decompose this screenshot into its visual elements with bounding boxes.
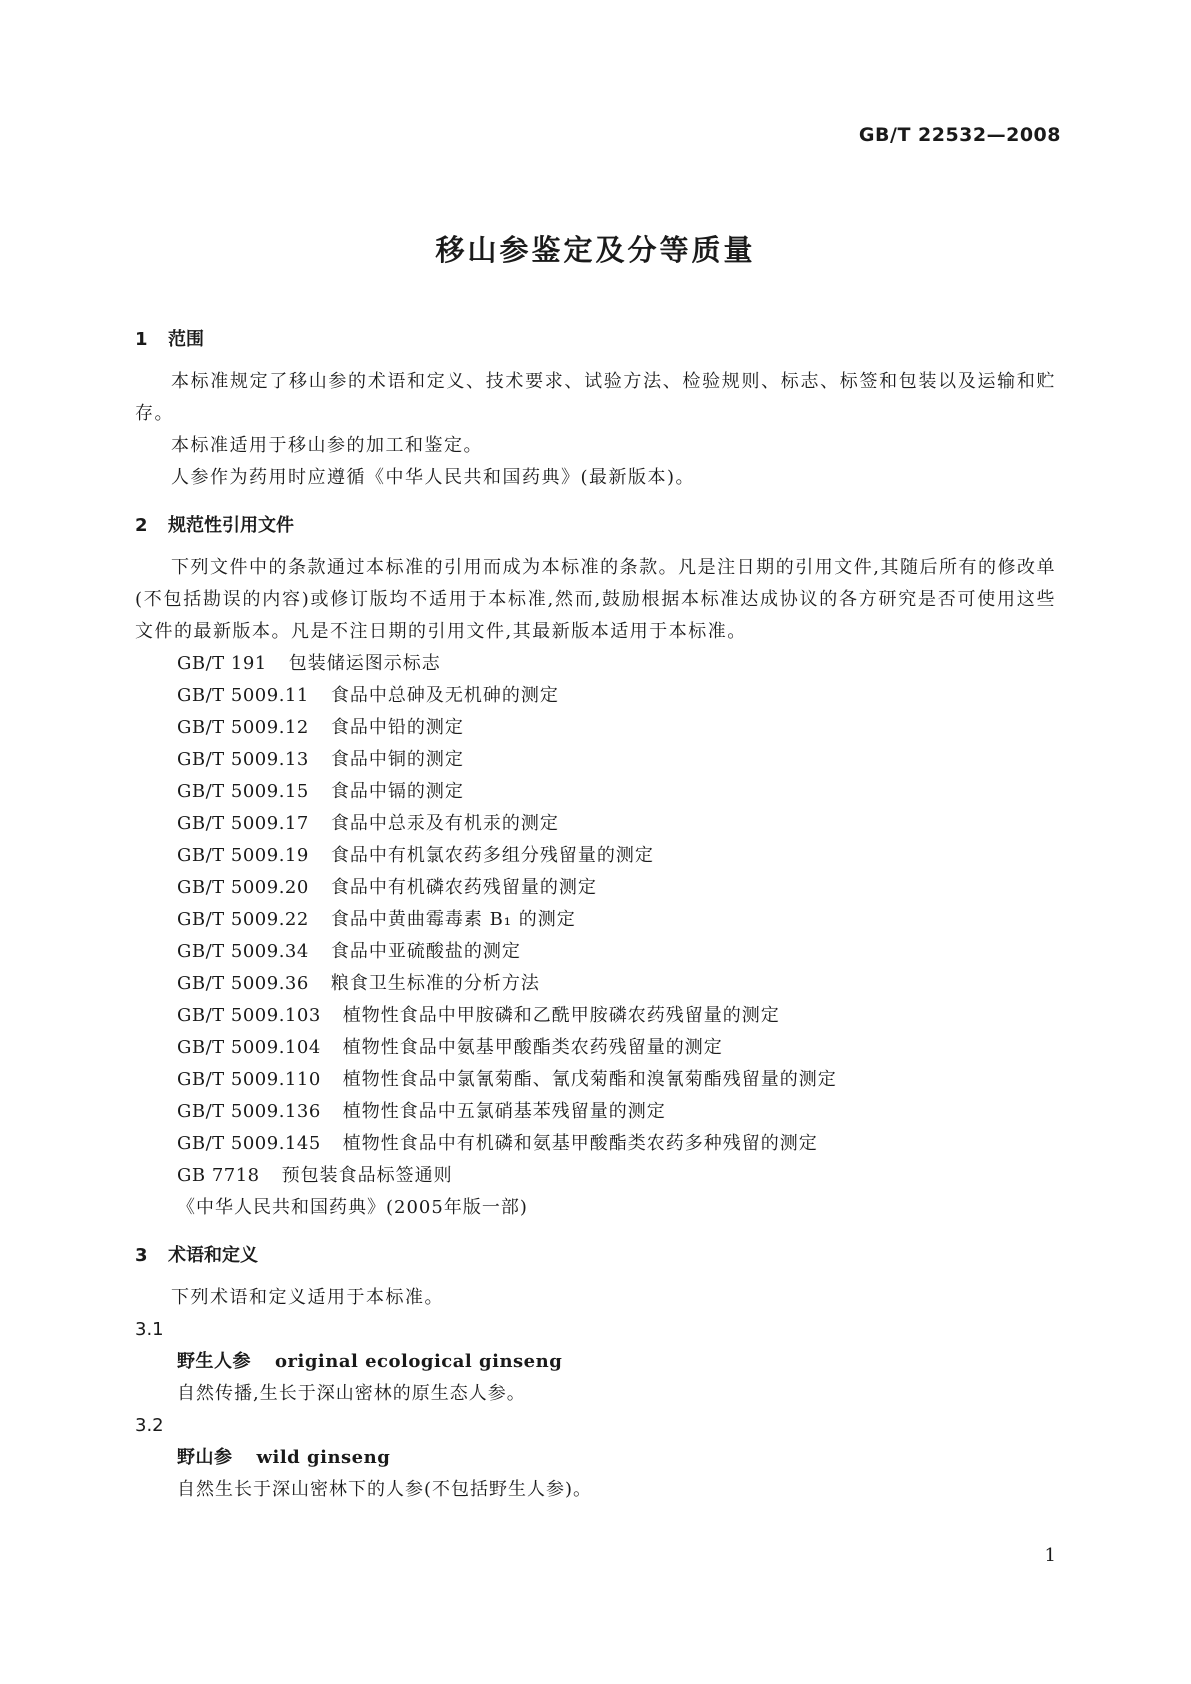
reference-item — [135, 744, 1056, 776]
reference-item — [135, 776, 1056, 808]
reference-item — [135, 840, 1056, 872]
term-title — [135, 1346, 1056, 1378]
reference-code: GB/T 5009.103 — [177, 1005, 321, 1026]
reference-item — [135, 680, 1056, 712]
term-number: 3.1 — [135, 1319, 164, 1340]
reference-name: 食品中铜的测定 — [330, 749, 464, 770]
section-title: 范围 — [168, 329, 204, 350]
reference-code: GB/T 191 — [177, 653, 267, 674]
term-definition: 自然传播,生长于深山密林的原生态人参。 — [177, 1383, 526, 1404]
section-heading-scope — [135, 326, 1056, 354]
reference-code: GB/T 5009.20 — [177, 877, 309, 898]
term-en: wild ginseng — [256, 1447, 391, 1468]
reference-item — [135, 1064, 1056, 1096]
reference-name: 植物性食品中五氯硝基苯残留量的测定 — [342, 1101, 666, 1122]
reference-name: 植物性食品中氯氰菊酯、氰戊菊酯和溴氰菊酯残留量的测定 — [342, 1069, 837, 1090]
reference-code: GB/T 5009.110 — [177, 1069, 321, 1090]
paragraph: 下列术语和定义适用于本标准。 — [171, 1287, 444, 1308]
reference-code: GB/T 5009.145 — [177, 1133, 321, 1154]
section-title: 规范性引用文件 — [168, 515, 294, 536]
reference-item — [135, 808, 1056, 840]
reference-item — [135, 1128, 1056, 1160]
reference-item — [135, 1160, 1056, 1192]
reference-code: GB 7718 — [177, 1165, 260, 1186]
paragraph: 本标准规定了移山参的术语和定义、技术要求、试验方法、检验规则、标志、标签和包装以及运输和贮存。 — [135, 371, 1056, 424]
paragraph: 下列文件中的条款通过本标准的引用而成为本标准的条款。凡是注日期的引用文件,其随后所有的修改单(不包括勘误的内容)或修订版均不适用于本标准,然而,鼓励根据本标准达成协议的各方研究是否可使用这些文件的最新版本。凡是不注日期的引用文件,其最新版本适用于本标准。 — [135, 557, 1056, 642]
section-heading-terms — [135, 1242, 1056, 1270]
reference-name: 食品中总砷及无机砷的测定 — [330, 685, 559, 706]
reference-code: GB/T 5009.11 — [177, 685, 309, 706]
paragraph: 人参作为药用时应遵循《中华人民共和国药典》(最新版本)。 — [171, 467, 696, 488]
reference-name: 食品中亚硫酸盐的测定 — [330, 941, 521, 962]
term-definition: 自然生长于深山密林下的人参(不包括野生人参)。 — [177, 1479, 593, 1500]
term-title — [135, 1442, 1056, 1474]
reference-code: GB/T 5009.13 — [177, 749, 309, 770]
reference-name: 植物性食品中氨基甲酸酯类农药残留量的测定 — [342, 1037, 723, 1058]
reference-code: GB/T 5009.36 — [177, 973, 309, 994]
section-heading-normative-references — [135, 512, 1056, 540]
reference-name: 植物性食品中甲胺磷和乙酰甲胺磷农药残留量的测定 — [342, 1005, 780, 1026]
paragraph: 本标准适用于移山参的加工和鉴定。 — [171, 435, 483, 456]
reference-code: GB/T 5009.104 — [177, 1037, 321, 1058]
reference-name: 食品中有机氯农药多组分残留量的测定 — [330, 845, 654, 866]
reference-item — [135, 968, 1056, 1000]
section-title: 术语和定义 — [168, 1245, 258, 1266]
reference-item — [135, 904, 1056, 936]
reference-item-pharmacopoeia: 《中华人民共和国药典》(2005年版一部) — [177, 1197, 528, 1218]
reference-name: 粮食卫生标准的分析方法 — [330, 973, 540, 994]
reference-code: GB/T 5009.22 — [177, 909, 309, 930]
document-body — [135, 326, 1056, 1506]
reference-name: 包装储运图示标志 — [288, 653, 441, 674]
reference-code: GB/T 5009.34 — [177, 941, 309, 962]
reference-code: GB/T 5009.17 — [177, 813, 309, 834]
standard-code: GB/T 22532—2008 — [858, 124, 1061, 146]
term-number: 3.2 — [135, 1415, 164, 1436]
document-title: 移山参鉴定及分等质量 — [435, 233, 756, 267]
reference-name: 食品中镉的测定 — [330, 781, 464, 802]
reference-item — [135, 712, 1056, 744]
reference-item — [135, 1032, 1056, 1064]
reference-item — [135, 1096, 1056, 1128]
page-number: 1 — [1044, 1545, 1056, 1566]
reference-item — [135, 872, 1056, 904]
reference-list — [135, 648, 1056, 1224]
reference-name: 食品中黄曲霉毒素 B₁ 的测定 — [330, 909, 576, 930]
reference-name: 食品中有机磷农药残留量的测定 — [330, 877, 597, 898]
reference-item — [135, 1000, 1056, 1032]
section-number: 2 — [135, 515, 148, 536]
reference-code: GB/T 5009.12 — [177, 717, 309, 738]
reference-code: GB/T 5009.19 — [177, 845, 309, 866]
reference-name: 食品中铅的测定 — [330, 717, 464, 738]
section-number: 1 — [135, 329, 148, 350]
term-zh: 野生人参 — [177, 1351, 251, 1372]
reference-name: 植物性食品中有机磷和氨基甲酸酯类农药多种残留的测定 — [342, 1133, 818, 1154]
term-zh: 野山参 — [177, 1447, 233, 1468]
reference-item — [135, 936, 1056, 968]
reference-name: 食品中总汞及有机汞的测定 — [330, 813, 559, 834]
section-number: 3 — [135, 1245, 148, 1266]
term-en: original ecological ginseng — [275, 1351, 563, 1372]
reference-item — [135, 648, 1056, 680]
reference-name: 预包装食品标签通则 — [281, 1165, 453, 1186]
reference-code: GB/T 5009.136 — [177, 1101, 321, 1122]
reference-code: GB/T 5009.15 — [177, 781, 309, 802]
